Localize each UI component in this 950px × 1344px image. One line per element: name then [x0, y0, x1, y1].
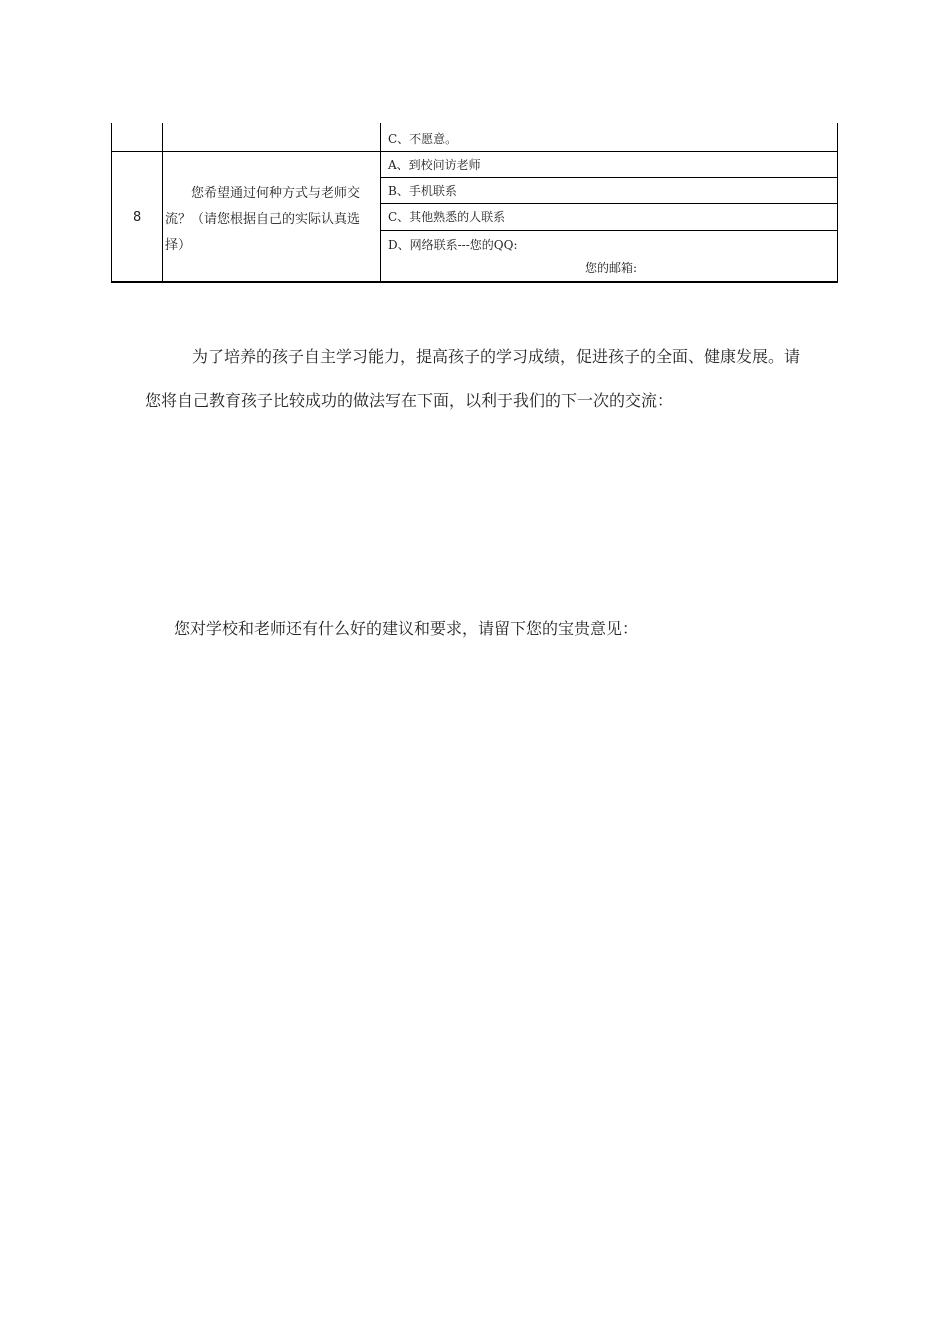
paragraph-1-line-2: 您将自己教育孩子比较成功的做法写在下面，以利于我们的下一次的交流：: [145, 391, 674, 410]
paragraph-1-line-1: 为了培养的孩子自主学习能力，提高孩子的学习成绩，促进孩子的全面、健康发展。请: [192, 347, 801, 366]
prev-option-c: C、不愿意。: [388, 132, 458, 146]
paragraph-2: 您对学校和老师还有什么好的建议和要求，请留下您的宝贵意见：: [174, 619, 639, 638]
table-border-bottom: [111, 281, 838, 283]
question-text: 您希望通过何种方式与老师交流？（请您根据自己的实际认真选择）: [165, 186, 361, 253]
option-b: B、手机联系: [388, 184, 457, 198]
option-separator-cd: [380, 230, 838, 231]
table-row-separator: [111, 151, 838, 152]
option-separator-bc: [380, 203, 838, 204]
option-d-email: 您的邮箱:: [585, 261, 638, 275]
option-a: A、到校问访老师: [388, 158, 481, 172]
option-d-qq: D、网络联系---您的QQ:: [388, 238, 518, 252]
option-c: C、其他熟悉的人联系: [388, 210, 506, 224]
option-separator-ab: [380, 177, 838, 178]
table-divider-number: [162, 123, 163, 283]
table-border-left: [111, 123, 112, 283]
question-number: 8: [133, 210, 142, 225]
